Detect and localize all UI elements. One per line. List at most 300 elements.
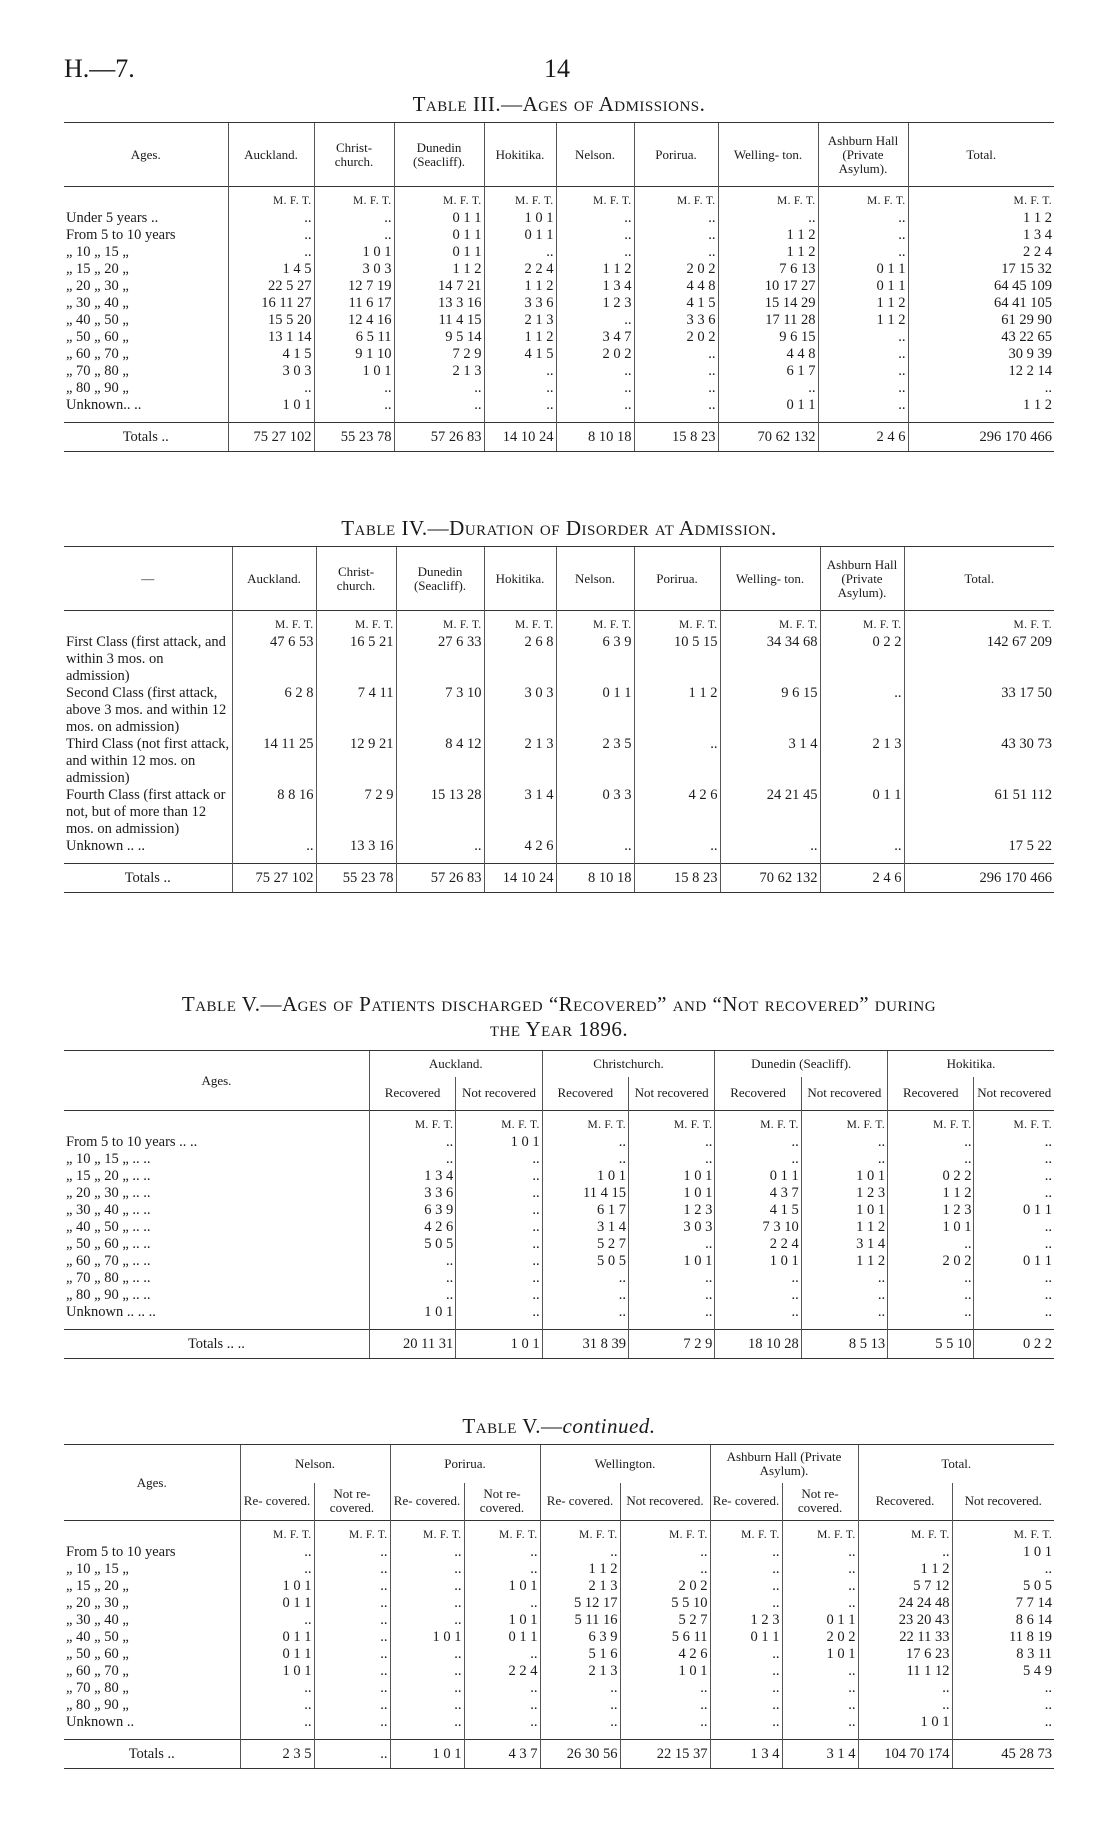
totals-cell: 75 27 102 <box>228 423 314 452</box>
data-cell: .. <box>634 363 718 380</box>
data-cell: 13 1 14 <box>228 329 314 346</box>
data-cell: 0 1 1 <box>718 397 818 414</box>
mft-subheader: M. F. T. <box>801 1111 887 1135</box>
data-cell: .. <box>710 1595 782 1612</box>
row-label: „ 30 „ 40 „ <box>66 1612 129 1628</box>
data-cell: 2 2 4 <box>715 1236 801 1253</box>
data-cell: 47 6 53 <box>232 634 316 685</box>
data-cell: 4 1 5 <box>228 346 314 363</box>
totals-label: Totals .. <box>64 864 232 893</box>
table-row <box>64 1304 1054 1321</box>
data-cell: 1 1 2 <box>718 244 818 261</box>
row-label: „ 40 „ 50 „ .. .. <box>66 1219 151 1235</box>
data-cell: .. <box>620 1697 710 1714</box>
mft-subheader: M. F. T. <box>820 611 904 635</box>
data-cell: .. <box>456 1236 542 1253</box>
data-cell: 1 1 2 <box>888 1185 974 1202</box>
data-cell: .. <box>629 1151 715 1168</box>
table-v-continued-title <box>64 1414 1054 1438</box>
data-cell: 0 1 1 <box>394 227 484 244</box>
data-cell: 15 13 28 <box>396 787 484 838</box>
data-cell: .. <box>634 210 718 227</box>
data-cell: 8 6 14 <box>952 1612 1054 1629</box>
data-cell: 12 4 16 <box>314 312 394 329</box>
data-cell: 2 2 4 <box>908 244 1054 261</box>
data-cell: .. <box>634 736 720 787</box>
column-header: Nelson. <box>556 547 634 611</box>
data-cell: .. <box>240 1680 314 1697</box>
data-cell: 1 0 1 <box>629 1253 715 1270</box>
data-cell: 5 12 17 <box>540 1595 620 1612</box>
data-cell: 4 1 5 <box>715 1202 801 1219</box>
data-cell: .. <box>456 1304 542 1321</box>
data-cell: .. <box>240 1714 314 1731</box>
mft-subheader: M. F. T. <box>888 1111 974 1135</box>
mft-subheader: M. F. T. <box>484 187 556 211</box>
data-cell: .. <box>818 363 908 380</box>
mft-subheader: M. F. T. <box>240 1521 314 1545</box>
column-header: Nelson. <box>556 123 634 187</box>
mft-subheader: M. F. T. <box>782 1521 858 1545</box>
table-v-title <box>64 992 1054 1042</box>
data-cell: .. <box>396 838 484 855</box>
data-cell: 1 1 2 <box>818 295 908 312</box>
data-cell: .. <box>390 1578 464 1595</box>
sub-header: Re- covered. <box>710 1483 782 1521</box>
data-cell: 17 15 32 <box>908 261 1054 278</box>
data-cell: 1 2 3 <box>629 1202 715 1219</box>
data-cell: .. <box>974 1151 1054 1168</box>
row-label: Unknown .. <box>66 1714 135 1730</box>
data-cell: 2 0 2 <box>556 346 634 363</box>
data-cell: .. <box>629 1287 715 1304</box>
data-cell: .. <box>240 1561 314 1578</box>
data-cell: .. <box>634 227 718 244</box>
column-subheader-row <box>64 1521 1054 1545</box>
totals-cell: 15 8 23 <box>634 423 718 452</box>
data-cell: .. <box>782 1680 858 1697</box>
column-header: — <box>64 547 232 611</box>
page-number: 14 <box>544 54 570 83</box>
column-header: Welling- ton. <box>718 123 818 187</box>
table-v-title-line2: the Year 1896. <box>489 1017 629 1041</box>
totals-cell: 296 170 466 <box>904 864 1054 893</box>
data-cell: 16 5 21 <box>316 634 396 685</box>
data-cell: 1 0 1 <box>390 1629 464 1646</box>
data-cell: .. <box>952 1561 1054 1578</box>
data-cell: .. <box>369 1270 455 1287</box>
data-cell: 9 6 15 <box>720 685 820 736</box>
data-cell: 2 0 2 <box>620 1578 710 1595</box>
data-cell: 5 2 7 <box>620 1612 710 1629</box>
totals-cell: 3 1 4 <box>782 1740 858 1769</box>
sub-header: Not recovered. <box>952 1483 1054 1521</box>
totals-label: Totals .. .. <box>64 1330 369 1359</box>
data-cell: .. <box>542 1151 628 1168</box>
data-cell: .. <box>818 329 908 346</box>
data-cell: .. <box>801 1134 887 1151</box>
totals-cell: 57 26 83 <box>394 423 484 452</box>
data-cell: .. <box>314 1680 390 1697</box>
data-cell: 1 2 3 <box>556 295 634 312</box>
sub-header: Not re- covered. <box>782 1483 858 1521</box>
data-cell: .. <box>556 838 634 855</box>
data-cell: 61 51 112 <box>904 787 1054 838</box>
mft-subheader: M. F. T. <box>228 187 314 211</box>
table-row <box>64 1202 1054 1219</box>
data-cell: 17 6 23 <box>858 1646 952 1663</box>
data-cell: .. <box>634 346 718 363</box>
page-code: H.—7. <box>64 54 135 83</box>
data-cell: 1 0 1 <box>240 1663 314 1680</box>
totals-cell: 18 10 28 <box>715 1330 801 1359</box>
totals-cell: 1 3 4 <box>710 1740 782 1769</box>
table-row <box>64 1185 1054 1202</box>
totals-cell: 296 170 466 <box>908 423 1054 452</box>
data-cell: .. <box>818 210 908 227</box>
data-cell: .. <box>888 1287 974 1304</box>
sub-header: Not re- covered. <box>314 1483 390 1521</box>
recovered-header: Recovered <box>369 1077 455 1111</box>
data-cell: .. <box>390 1561 464 1578</box>
data-cell: .. <box>888 1304 974 1321</box>
totals-cell: 2 4 6 <box>818 423 908 452</box>
table-row <box>64 1663 1054 1680</box>
table-row <box>64 736 1054 787</box>
column-header: Ashburn Hall (Private Asylum). <box>820 547 904 611</box>
data-cell: 4 4 8 <box>634 278 718 295</box>
data-cell: 10 5 15 <box>634 634 720 685</box>
data-cell: .. <box>314 380 394 397</box>
row-label: „ 70 „ 80 „ <box>66 363 129 379</box>
sub-header: Re- covered. <box>240 1483 314 1521</box>
data-cell: 1 0 1 <box>314 244 394 261</box>
data-cell: 2 1 3 <box>484 312 556 329</box>
row-label: „ 20 „ 30 „ .. .. <box>66 1185 151 1201</box>
data-cell: 3 3 6 <box>369 1185 455 1202</box>
data-cell: .. <box>556 244 634 261</box>
data-cell: .. <box>710 1697 782 1714</box>
data-cell: 2 6 8 <box>484 634 556 685</box>
data-cell: 1 0 1 <box>484 210 556 227</box>
data-cell: .. <box>228 210 314 227</box>
row-label: Unknown.. .. <box>66 397 142 413</box>
data-cell: 1 1 2 <box>801 1253 887 1270</box>
data-cell: 0 1 1 <box>484 227 556 244</box>
data-cell: .. <box>556 380 634 397</box>
data-cell: .. <box>542 1304 628 1321</box>
data-cell: 12 2 14 <box>908 363 1054 380</box>
table-row <box>64 363 1054 380</box>
data-cell: .. <box>314 1629 390 1646</box>
data-cell: .. <box>974 1236 1054 1253</box>
data-cell: .. <box>464 1714 540 1731</box>
row-label: „ 15 „ 20 „ <box>66 1578 129 1594</box>
data-cell: .. <box>456 1287 542 1304</box>
data-cell: 14 11 25 <box>232 736 316 787</box>
data-cell: .. <box>314 227 394 244</box>
mft-subheader: M. F. T. <box>710 1521 782 1545</box>
row-label: „ 15 „ 20 „ <box>66 261 129 277</box>
row-label: „ 70 „ 80 „ <box>66 1680 129 1696</box>
data-cell: 0 1 1 <box>240 1646 314 1663</box>
row-label: „ 15 „ 20 „ .. .. <box>66 1168 151 1184</box>
data-cell: 4 1 5 <box>634 295 718 312</box>
data-cell: .. <box>710 1680 782 1697</box>
mft-subheader: M. F. T. <box>720 611 820 635</box>
data-cell: .. <box>634 397 718 414</box>
data-cell: .. <box>715 1151 801 1168</box>
mft-subheader: M. F. T. <box>484 611 556 635</box>
group-header: Total. <box>858 1445 1054 1483</box>
recovered-header: Recovered <box>542 1077 628 1111</box>
table-row <box>64 261 1054 278</box>
data-cell: 3 1 4 <box>720 736 820 787</box>
column-header: Total. <box>904 547 1054 611</box>
data-cell: .. <box>858 1697 952 1714</box>
data-cell: 3 1 4 <box>542 1219 628 1236</box>
data-cell: 1 0 1 <box>858 1714 952 1731</box>
data-cell: .. <box>390 1663 464 1680</box>
data-cell: .. <box>820 685 904 736</box>
data-cell: 0 1 1 <box>782 1612 858 1629</box>
data-cell: 2 0 2 <box>782 1629 858 1646</box>
data-cell: 1 0 1 <box>456 1134 542 1151</box>
data-cell: .. <box>715 1304 801 1321</box>
data-cell: .. <box>484 244 556 261</box>
data-cell: .. <box>620 1544 710 1561</box>
data-cell: .. <box>952 1680 1054 1697</box>
row-label: „ 50 „ 60 „ .. .. <box>66 1236 151 1252</box>
data-cell: 8 8 16 <box>232 787 316 838</box>
column-subheader-row <box>64 611 1054 635</box>
totals-cell: 7 2 9 <box>629 1330 715 1359</box>
data-cell: .. <box>556 363 634 380</box>
data-cell: 1 0 1 <box>542 1168 628 1185</box>
data-cell: 3 0 3 <box>629 1219 715 1236</box>
data-cell: 5 4 9 <box>952 1663 1054 1680</box>
data-cell: .. <box>540 1714 620 1731</box>
data-cell: .. <box>456 1219 542 1236</box>
data-cell: 4 3 7 <box>715 1185 801 1202</box>
data-cell: .. <box>369 1253 455 1270</box>
data-cell: 24 24 48 <box>858 1595 952 1612</box>
table-row <box>64 1714 1054 1731</box>
data-cell: 43 22 65 <box>908 329 1054 346</box>
totals-label: Totals .. <box>64 423 228 452</box>
data-cell: 16 11 27 <box>228 295 314 312</box>
row-label: From 5 to 10 years <box>66 227 176 243</box>
data-cell: 23 20 43 <box>858 1612 952 1629</box>
column-header: Ashburn Hall (Private Asylum). <box>818 123 908 187</box>
data-cell: 7 2 9 <box>316 787 396 838</box>
data-cell: .. <box>556 227 634 244</box>
table-row <box>64 329 1054 346</box>
sub-header: Not re- covered. <box>464 1483 540 1521</box>
data-cell: 3 3 6 <box>484 295 556 312</box>
data-cell: .. <box>540 1544 620 1561</box>
data-cell: .. <box>782 1595 858 1612</box>
data-cell: 4 2 6 <box>620 1646 710 1663</box>
data-cell: 1 0 1 <box>464 1578 540 1595</box>
data-cell: .. <box>542 1270 628 1287</box>
data-cell: .. <box>314 210 394 227</box>
row-label: „ 40 „ 50 „ <box>66 312 129 328</box>
data-cell: 5 7 12 <box>858 1578 952 1595</box>
totals-cell: 26 30 56 <box>540 1740 620 1769</box>
data-cell: .. <box>629 1270 715 1287</box>
mft-subheader: M. F. T. <box>715 1111 801 1135</box>
data-cell: .. <box>629 1134 715 1151</box>
table-row <box>64 1680 1054 1697</box>
data-cell: .. <box>228 244 314 261</box>
totals-cell: 4 3 7 <box>464 1740 540 1769</box>
data-cell: 1 1 2 <box>540 1561 620 1578</box>
mft-subheader: M. F. T. <box>952 1521 1054 1545</box>
table-iii <box>64 122 1054 452</box>
data-cell: 0 1 1 <box>556 685 634 736</box>
data-cell: 14 7 21 <box>394 278 484 295</box>
data-cell: .. <box>818 244 908 261</box>
totals-cell: 31 8 39 <box>542 1330 628 1359</box>
group-header: Christchurch. <box>542 1051 715 1077</box>
not-recovered-header: Not recovered <box>801 1077 887 1111</box>
data-cell: 1 1 2 <box>908 397 1054 414</box>
table-iv <box>64 546 1054 893</box>
data-cell: 5 6 11 <box>620 1629 710 1646</box>
data-cell: 9 1 10 <box>314 346 394 363</box>
data-cell: 7 2 9 <box>394 346 484 363</box>
data-cell: .. <box>456 1168 542 1185</box>
data-cell: .. <box>314 1578 390 1595</box>
table-row <box>64 787 1054 838</box>
data-cell: 1 1 2 <box>818 312 908 329</box>
data-cell: .. <box>456 1253 542 1270</box>
data-cell: 1 0 1 <box>629 1168 715 1185</box>
table-row <box>64 1578 1054 1595</box>
group-header: Porirua. <box>390 1445 540 1483</box>
data-cell: 2 2 4 <box>484 261 556 278</box>
data-cell: .. <box>484 397 556 414</box>
data-cell: .. <box>782 1714 858 1731</box>
totals-cell: 104 70 174 <box>858 1740 952 1769</box>
data-cell: 1 0 1 <box>715 1253 801 1270</box>
data-cell: .. <box>314 1561 390 1578</box>
data-cell: 1 1 2 <box>858 1561 952 1578</box>
totals-cell: 1 0 1 <box>456 1330 542 1359</box>
column-header: Total. <box>908 123 1054 187</box>
data-cell: .. <box>240 1544 314 1561</box>
data-cell: 2 1 3 <box>820 736 904 787</box>
data-cell: 1 3 4 <box>908 227 1054 244</box>
data-cell: .. <box>456 1270 542 1287</box>
mft-subheader: M. F. T. <box>556 611 634 635</box>
row-label: Unknown .. .. <box>66 838 145 854</box>
row-label: „ 80 „ 90 „ .. .. <box>66 1287 151 1303</box>
table-row <box>64 1612 1054 1629</box>
data-cell: 11 6 17 <box>314 295 394 312</box>
group-header: Wellington. <box>540 1445 710 1483</box>
data-cell: 2 1 3 <box>394 363 484 380</box>
data-cell: 1 0 1 <box>801 1202 887 1219</box>
data-cell: 1 2 3 <box>801 1185 887 1202</box>
data-cell: 1 2 3 <box>710 1612 782 1629</box>
data-cell: 9 5 14 <box>394 329 484 346</box>
data-cell: 12 7 19 <box>314 278 394 295</box>
table-row <box>64 295 1054 312</box>
data-cell: .. <box>715 1270 801 1287</box>
row-label: „ 20 „ 30 „ <box>66 278 129 294</box>
totals-cell: 2 3 5 <box>240 1740 314 1769</box>
data-cell: .. <box>620 1714 710 1731</box>
table-row <box>64 1697 1054 1714</box>
table-row <box>64 1561 1054 1578</box>
mft-subheader: M. F. T. <box>464 1521 540 1545</box>
data-cell: 0 1 1 <box>710 1629 782 1646</box>
data-cell: 1 0 1 <box>952 1544 1054 1561</box>
data-cell: .. <box>715 1134 801 1151</box>
mft-subheader: M. F. T. <box>556 187 634 211</box>
data-cell: 5 0 5 <box>952 1578 1054 1595</box>
sub-header: Recovered. <box>858 1483 952 1521</box>
data-cell: 1 1 2 <box>634 685 720 736</box>
table-row <box>64 838 1054 855</box>
data-cell: 0 1 1 <box>240 1595 314 1612</box>
data-cell: 1 0 1 <box>369 1304 455 1321</box>
data-cell: 34 34 68 <box>720 634 820 685</box>
data-cell: .. <box>710 1714 782 1731</box>
data-cell: .. <box>464 1646 540 1663</box>
data-cell: .. <box>314 1697 390 1714</box>
totals-cell: 55 23 78 <box>314 423 394 452</box>
column-header: Auckland. <box>232 547 316 611</box>
data-cell: 33 17 50 <box>904 685 1054 736</box>
data-cell: .. <box>314 1663 390 1680</box>
data-cell: 12 9 21 <box>316 736 396 787</box>
data-cell: 10 17 27 <box>718 278 818 295</box>
data-cell: 4 2 6 <box>484 838 556 855</box>
row-label: „ 10 „ 15 „ <box>66 1561 129 1577</box>
data-cell: 1 1 2 <box>394 261 484 278</box>
data-cell: .. <box>801 1151 887 1168</box>
data-cell: .. <box>888 1236 974 1253</box>
data-cell: 6 5 11 <box>314 329 394 346</box>
data-cell: 6 1 7 <box>718 363 818 380</box>
data-cell: .. <box>629 1304 715 1321</box>
mft-subheader: M. F. T. <box>818 187 908 211</box>
data-cell: .. <box>390 1612 464 1629</box>
table-v <box>64 1050 1054 1359</box>
data-cell: 1 0 1 <box>240 1578 314 1595</box>
data-cell: 7 3 10 <box>715 1219 801 1236</box>
column-subheader-row <box>64 187 1054 211</box>
mft-subheader: M. F. T. <box>620 1521 710 1545</box>
data-cell: .. <box>952 1714 1054 1731</box>
data-cell: 1 1 2 <box>484 278 556 295</box>
data-cell: 5 11 16 <box>540 1612 620 1629</box>
data-cell: 1 0 1 <box>228 397 314 414</box>
mft-subheader: M. F. T. <box>974 1111 1054 1135</box>
totals-cell: 55 23 78 <box>316 864 396 893</box>
data-cell: .. <box>952 1697 1054 1714</box>
data-cell: .. <box>974 1168 1054 1185</box>
data-cell: .. <box>390 1544 464 1561</box>
mft-subheader: M. F. T. <box>396 611 484 635</box>
data-cell: .. <box>710 1544 782 1561</box>
totals-label: Totals .. <box>64 1740 240 1769</box>
data-cell: 15 5 20 <box>228 312 314 329</box>
data-cell: .. <box>484 363 556 380</box>
